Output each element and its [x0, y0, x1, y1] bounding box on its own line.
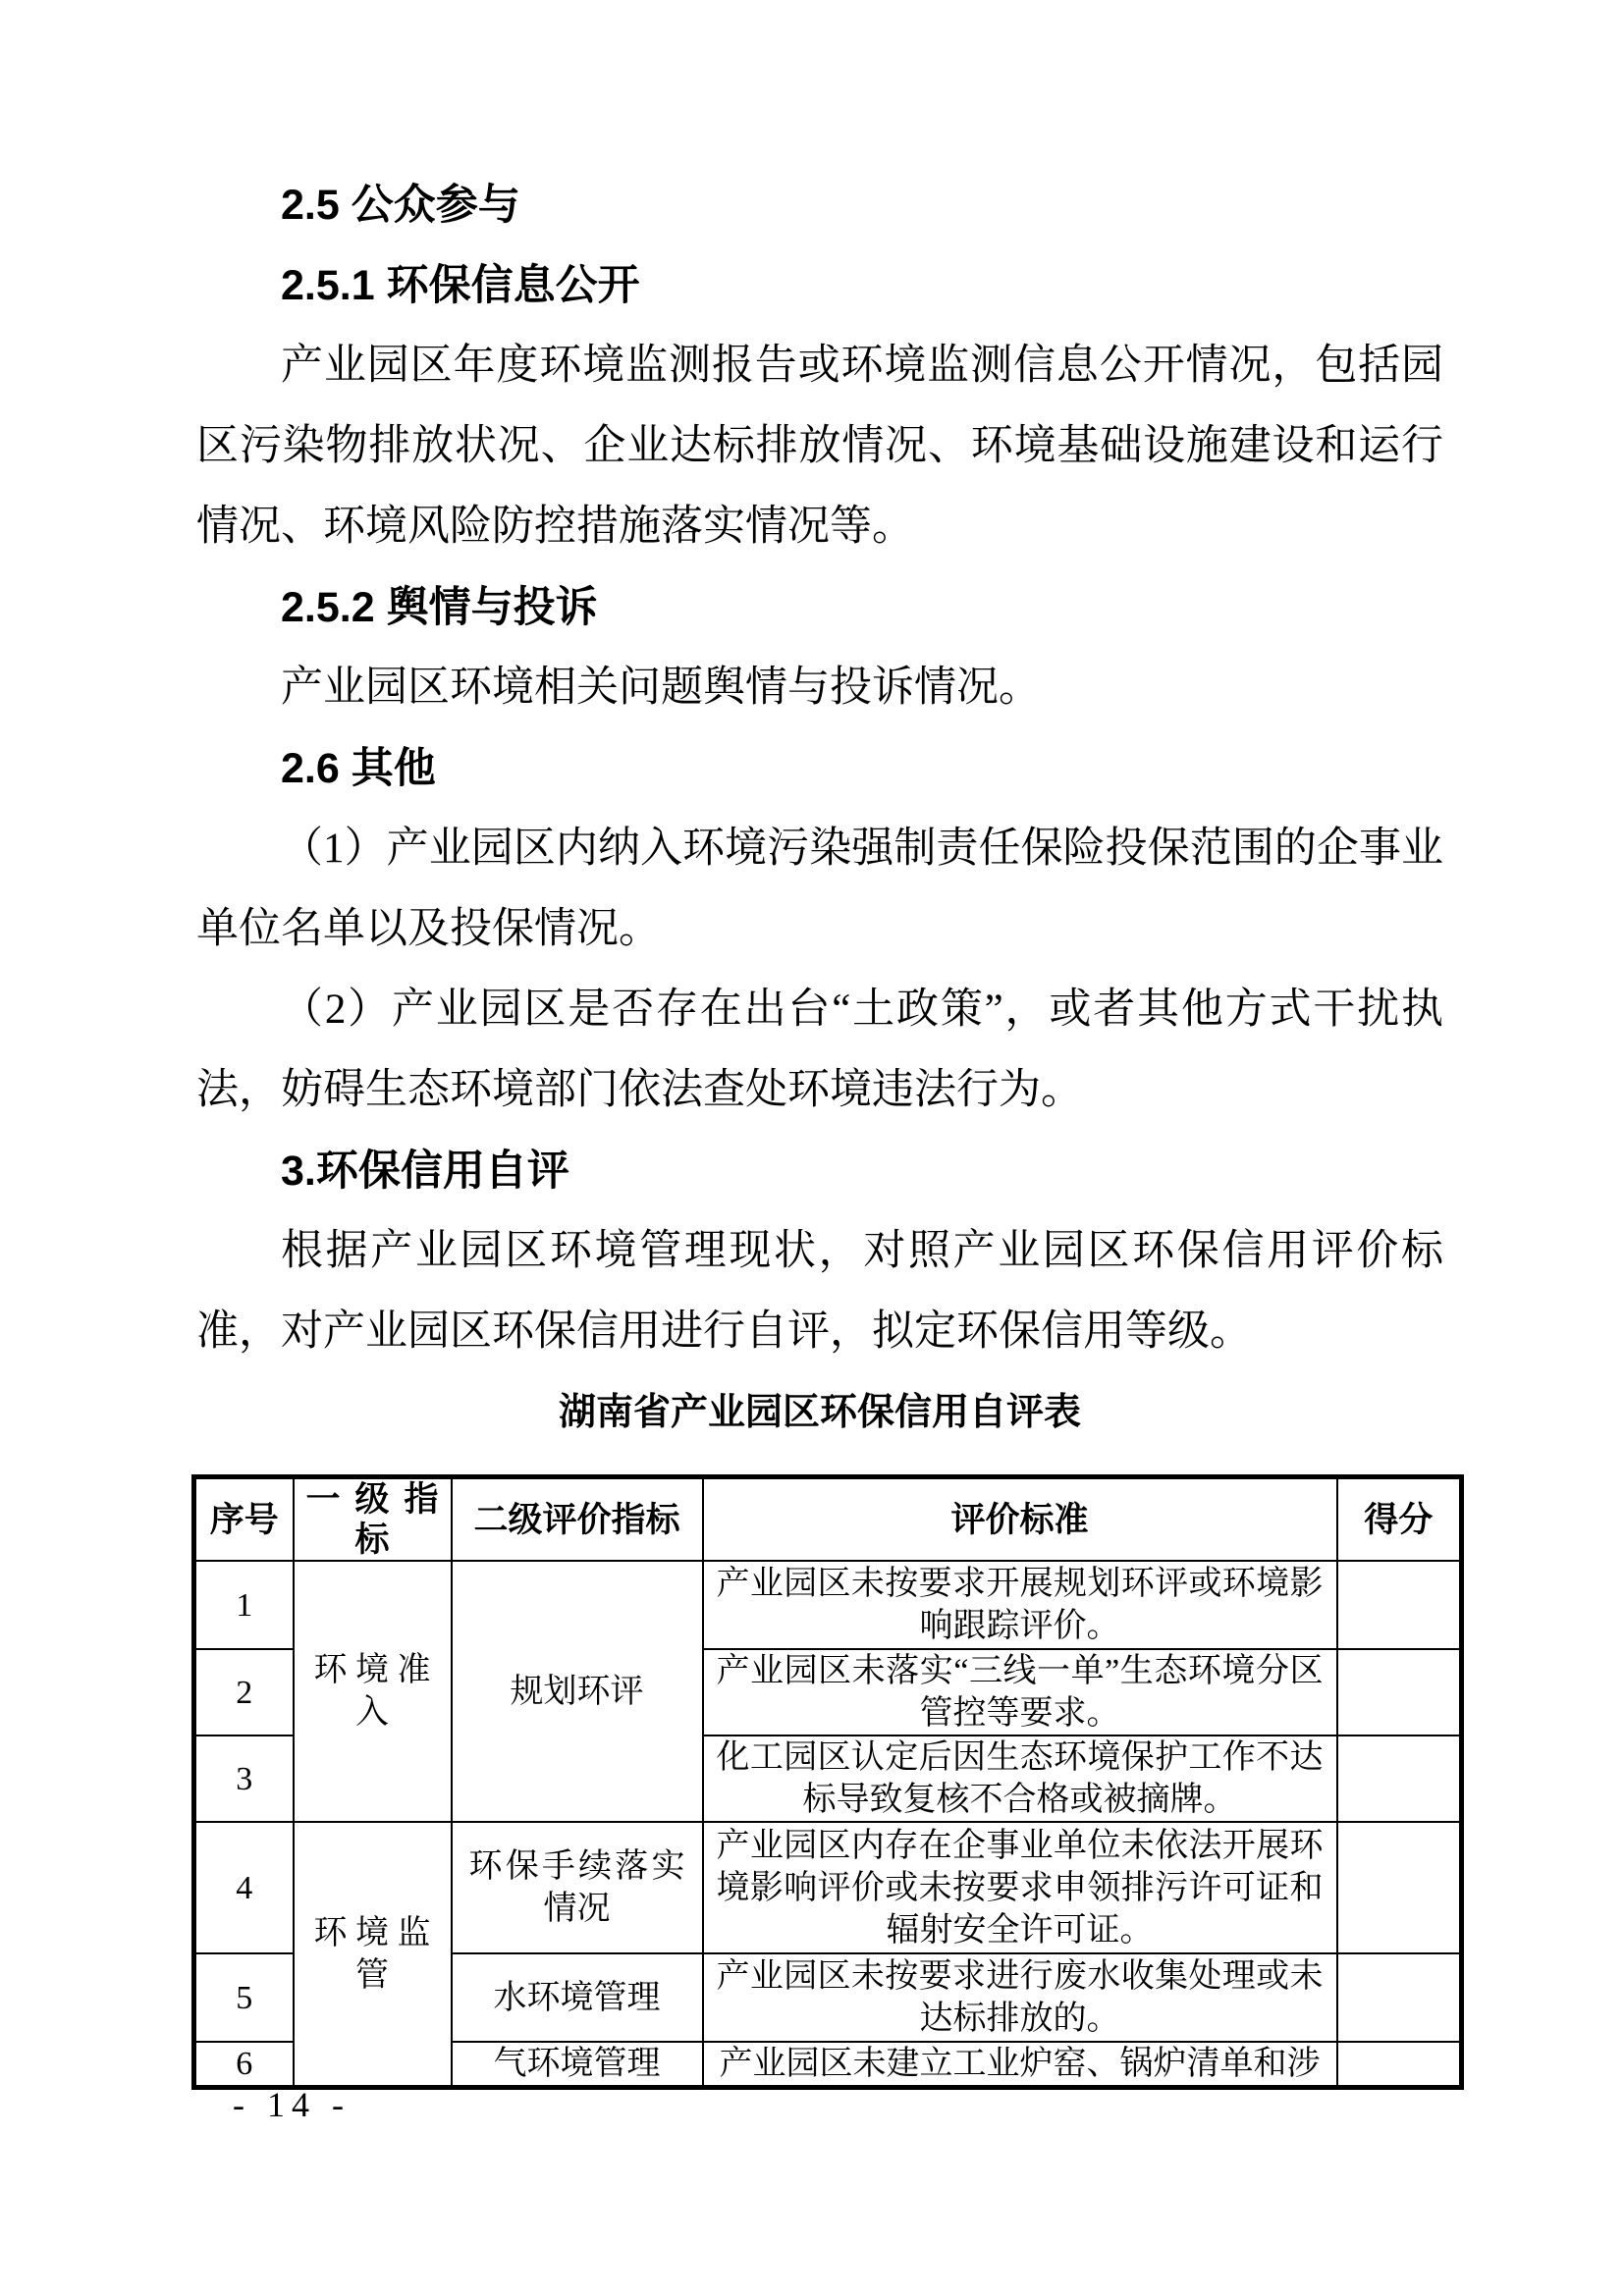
body-paragraph-local-policy: （2）产业园区是否存在出台“土政策”，或者其他方式干扰执法，妨碍生态环境部门依法查处环境违法行为。 [196, 987, 1443, 1113]
serial-no-cell: 1 [194, 1561, 294, 1649]
table-title: 湖南省产业园区环保信用自评表 [558, 1392, 1081, 1433]
document-content [196, 165, 1443, 2090]
criteria-cell: 产业园区未落实“三线一单”生态环境分区管控等要求。 [703, 1649, 1337, 1735]
score-cell [1337, 1649, 1462, 1735]
criteria-cell: 产业园区未按要求开展规划环评或环境影响跟踪评价。 [703, 1561, 1337, 1649]
score-cell [1337, 1953, 1462, 2042]
table-header-row [194, 1477, 1462, 1562]
score-cell [1337, 2042, 1462, 2088]
body-paragraph-info-disclosure: 产业园区年度环境监测报告或环境监测信息公开情况，包括园区污染物排放状况、企业达标排放情况、环境基础设施建设和运行情况、环境风险防控措施落实情况等。 [196, 343, 1443, 550]
header-serial-no: 序号 [194, 1477, 294, 1562]
self-eval-table [191, 1474, 1464, 2090]
section-heading-2-5-2: 2.5.2 舆情与投诉 [281, 584, 598, 631]
criteria-cell: 产业园区内存在企事业单位未依法开展环境影响评价或未按要求申领排污许可证和辐射安全许可证。 [703, 1822, 1337, 1953]
table-row [194, 1561, 1462, 1649]
level1-cell-env-access: 环境准入 [294, 1561, 452, 1822]
page-number: - 14 - [233, 2085, 351, 2124]
header-criteria: 评价标准 [703, 1477, 1337, 1562]
criteria-cell: 产业园区未建立工业炉窑、锅炉清单和涉 [703, 2042, 1337, 2088]
criteria-cell: 产业园区未按要求进行废水收集处理或未达标排放的。 [703, 1953, 1337, 2042]
serial-no-cell: 5 [194, 1953, 294, 2042]
table-row [194, 1822, 1462, 1953]
serial-no-cell: 2 [194, 1649, 294, 1735]
section-heading-3: 3.环保信用自评 [281, 1148, 569, 1195]
section-heading-2-5-1: 2.5.1 环保信息公开 [281, 262, 640, 309]
criteria-cell: 化工园区认定后因生态环境保护工作不达标导致复核不合格或被摘牌。 [703, 1735, 1337, 1822]
section-heading-2-5: 2.5 公众参与 [281, 182, 520, 229]
body-paragraph-insurance: （1）产业园区内纳入环境污染强制责任保险投保范围的企事业单位名单以及投保情况。 [196, 826, 1443, 952]
section-heading-2-6: 2.6 其他 [281, 745, 436, 792]
level2-cell-water-mgmt: 水环境管理 [452, 1953, 703, 2042]
score-cell [1337, 1561, 1462, 1649]
level1-cell-env-supervision: 环境监管 [294, 1822, 452, 2088]
level2-cell-planning-eia: 规划环评 [452, 1561, 703, 1822]
body-paragraph-self-eval: 根据产业园区环境管理现状，对照产业园区环保信用评价标准，对产业园区环保信用进行自评，拟定环保信用等级。 [196, 1228, 1443, 1355]
score-cell [1337, 1822, 1462, 1953]
serial-no-cell: 3 [194, 1735, 294, 1822]
body-paragraph-complaints: 产业园区环境相关问题舆情与投诉情况。 [281, 665, 1041, 711]
serial-no-cell: 6 [194, 2042, 294, 2088]
level2-cell-procedures: 环保手续落实情况 [452, 1822, 703, 1953]
header-level2: 二级评价指标 [452, 1477, 703, 1562]
score-cell [1337, 1735, 1462, 1822]
header-score: 得分 [1337, 1477, 1462, 1562]
header-level1: 一级指标 [294, 1477, 452, 1562]
serial-no-cell: 4 [194, 1822, 294, 1953]
level2-cell-air-mgmt: 气环境管理 [452, 2042, 703, 2088]
